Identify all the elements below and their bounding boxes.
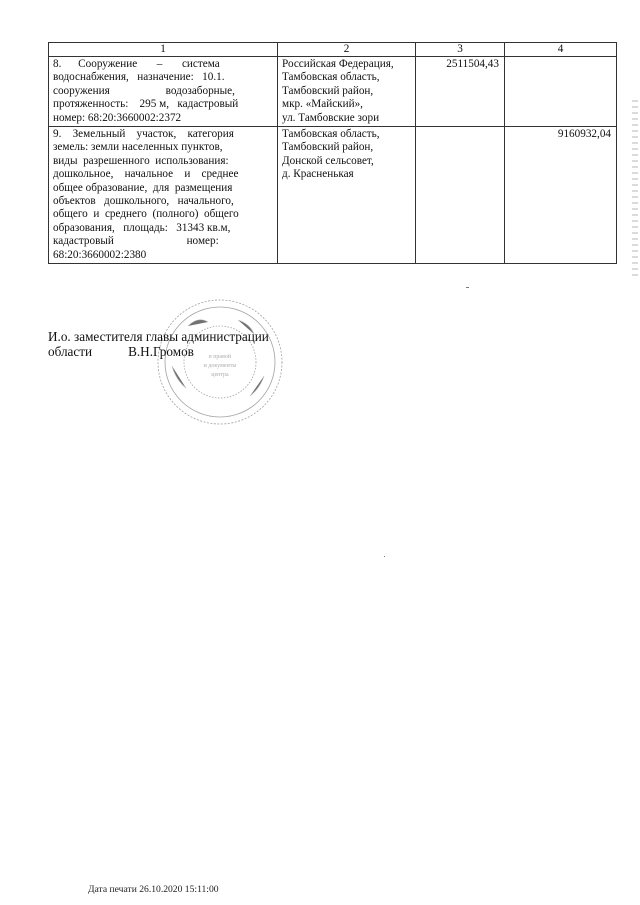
row8-description <box>49 57 278 127</box>
row9-desc-line: общее образование, для размещения <box>53 181 233 194</box>
row9-value-col4: 9160932,04 <box>505 127 617 264</box>
header-cell-2: 2 <box>278 43 416 57</box>
row9-value-col3 <box>416 127 505 264</box>
signatory-title-cont: области <box>48 343 93 359</box>
table-row-9 <box>49 127 617 264</box>
row9-desc-line: общего и среднего (полного) общего <box>53 208 239 221</box>
row8-desc-line: протяженность: 295 м, кадастровый <box>53 98 239 111</box>
row9-desc-line: кадастровый номер: <box>53 235 219 248</box>
row9-addr-line: Донской сельсовет, <box>282 154 374 167</box>
signatory-name: В.Н.Громов <box>128 343 194 359</box>
row8-addr-line: Тамбовский район, <box>282 84 374 97</box>
scan-speck <box>466 287 469 288</box>
stamp-text-line: и документы <box>203 363 237 369</box>
row9-address <box>278 127 416 264</box>
page-edge-artifact <box>632 100 638 280</box>
table-row-8 <box>49 57 617 127</box>
row9-desc-line: земель: земли населенных пунктов, <box>53 141 223 154</box>
scan-speck <box>384 556 385 557</box>
row8-addr-line: ул. Тамбовские зори <box>282 111 380 124</box>
property-table <box>48 42 617 264</box>
row8-value-col3: 2511504,43 <box>416 57 505 127</box>
row9-desc-line: 68:20:3660002:2380 <box>53 248 147 261</box>
signatory-title: И.о. заместителя главы администрации <box>48 329 269 344</box>
print-date: Дата печати 26.10.2020 15:11:00 <box>88 884 219 895</box>
row8-desc-line: водоснабжения, назначение: 10.1. <box>53 71 225 84</box>
row9-desc-line: виды разрешенного использования: <box>53 154 229 167</box>
row9-addr-line: Тамбовский район, <box>282 141 374 154</box>
stamp-text-line: в правой <box>208 354 232 360</box>
stamp-text-line: центра <box>211 372 229 378</box>
row8-addr-line: Тамбовская область, <box>282 71 380 84</box>
row9-desc-line: объектов дошкольного, начального, <box>53 195 234 208</box>
signature-block <box>48 330 269 359</box>
row9-addr-line: Тамбовская область, <box>282 128 380 141</box>
row8-desc-line: сооружения водозаборные, <box>53 84 235 97</box>
row9-addr-line: д. Красненькая <box>282 168 354 181</box>
row8-address <box>278 57 416 127</box>
row8-addr-line: Российская Федерация, <box>282 58 394 70</box>
row8-desc-line: номер: 68:20:3660002:2372 <box>53 111 182 124</box>
header-cell-1: 1 <box>49 43 278 57</box>
official-seal-stamp <box>150 296 290 431</box>
row8-addr-line: мкр. «Майский», <box>282 98 363 111</box>
row9-desc-line: 9. Земельный участок, категория <box>53 128 234 141</box>
header-cell-4: 4 <box>505 43 617 57</box>
row9-description <box>49 127 278 264</box>
row8-desc-line: 8. Сооружение – система <box>53 58 220 70</box>
table-header-row <box>49 43 617 57</box>
row9-desc-line: образования, площадь: 31343 кв.м, <box>53 221 231 234</box>
row8-value-col4 <box>505 57 617 127</box>
row9-desc-line: дошкольное, начальное и среднее <box>53 168 239 181</box>
header-cell-3: 3 <box>416 43 505 57</box>
